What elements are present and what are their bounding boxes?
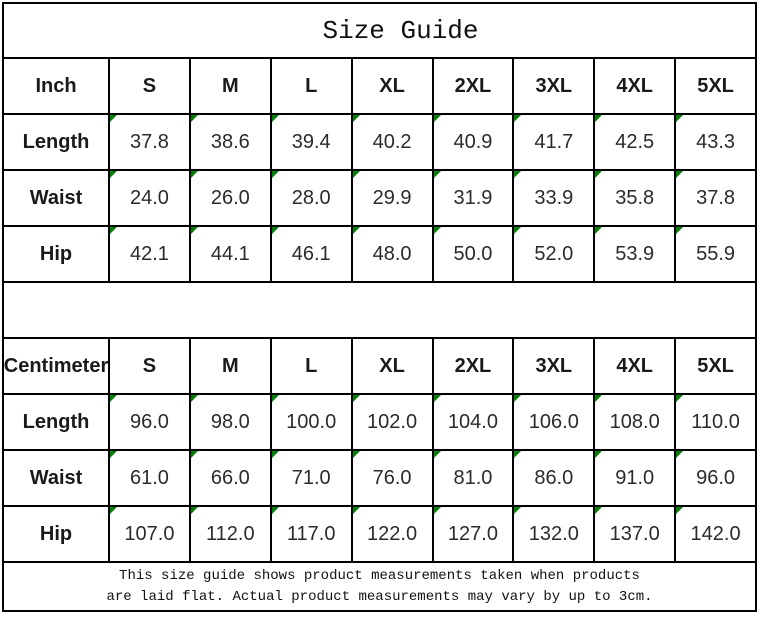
- inch-hip-value: 50.0: [434, 227, 513, 281]
- inch-hip-value: 55.9: [676, 227, 755, 281]
- cm-waist-value: 81.0: [434, 451, 513, 505]
- cm-length-value: 98.0: [191, 395, 270, 449]
- cm-length-value: 102.0: [353, 395, 432, 449]
- cm-hip-value: 137.0: [595, 507, 674, 561]
- footer-note: [4, 563, 755, 610]
- inch-hip-value: 46.1: [272, 227, 351, 281]
- footer-note-line-2: are laid flat. Actual product measurements may vary by up to 3cm.: [106, 588, 653, 605]
- cm-length-value: 104.0: [434, 395, 513, 449]
- inch-waist-value: 33.9: [514, 171, 593, 225]
- cm-size-header-l: L: [272, 339, 351, 393]
- inch-waist-label: Waist: [4, 171, 108, 225]
- cm-size-header-5xl: 5XL: [676, 339, 755, 393]
- cm-size-header-4xl: 4XL: [595, 339, 674, 393]
- inch-size-header-2xl: 2XL: [434, 59, 513, 113]
- inch-waist-value: 29.9: [353, 171, 432, 225]
- footer-note-line-1: This size guide shows product measurements taken when products: [119, 567, 640, 584]
- cm-length-value: 106.0: [514, 395, 593, 449]
- cm-hip-label: Hip: [4, 507, 108, 561]
- cm-hip-value: 112.0: [191, 507, 270, 561]
- cm-waist-label: Waist: [4, 451, 108, 505]
- inch-hip-value: 52.0: [514, 227, 593, 281]
- inch-length-value: 43.3: [676, 115, 755, 169]
- cm-hip-value: 127.0: [434, 507, 513, 561]
- cm-length-value: 100.0: [272, 395, 351, 449]
- inch-size-header-m: M: [191, 59, 270, 113]
- cm-waist-value: 61.0: [110, 451, 189, 505]
- cm-size-header-2xl: 2XL: [434, 339, 513, 393]
- cm-hip-value: 142.0: [676, 507, 755, 561]
- cm-waist-value: 86.0: [514, 451, 593, 505]
- inch-waist-value: 24.0: [110, 171, 189, 225]
- cm-length-value: 108.0: [595, 395, 674, 449]
- inch-size-header-3xl: 3XL: [514, 59, 593, 113]
- inch-size-header-xl: XL: [353, 59, 432, 113]
- inch-hip-value: 48.0: [353, 227, 432, 281]
- inch-length-value: 37.8: [110, 115, 189, 169]
- cm-unit-header: Centimeter: [4, 339, 108, 393]
- inch-waist-value: 35.8: [595, 171, 674, 225]
- inch-length-value: 38.6: [191, 115, 270, 169]
- inch-length-value: 42.5: [595, 115, 674, 169]
- cm-size-header-xl: XL: [353, 339, 432, 393]
- size-guide-table: [2, 2, 757, 612]
- cm-waist-value: 91.0: [595, 451, 674, 505]
- inch-hip-value: 53.9: [595, 227, 674, 281]
- cm-length-value: 96.0: [110, 395, 189, 449]
- cm-size-header-m: M: [191, 339, 270, 393]
- cm-waist-value: 66.0: [191, 451, 270, 505]
- cm-size-header-s: S: [110, 339, 189, 393]
- inch-size-header-5xl: 5XL: [676, 59, 755, 113]
- inch-length-value: 41.7: [514, 115, 593, 169]
- cm-waist-value: 71.0: [272, 451, 351, 505]
- spacer-row: [4, 283, 755, 337]
- cm-hip-value: 122.0: [353, 507, 432, 561]
- inch-waist-value: 28.0: [272, 171, 351, 225]
- inch-unit-header: Inch: [4, 59, 108, 113]
- cm-size-header-3xl: 3XL: [514, 339, 593, 393]
- cm-length-label: Length: [4, 395, 108, 449]
- inch-waist-value: 31.9: [434, 171, 513, 225]
- inch-hip-label: Hip: [4, 227, 108, 281]
- inch-length-label: Length: [4, 115, 108, 169]
- inch-length-value: 40.9: [434, 115, 513, 169]
- cm-waist-value: 96.0: [676, 451, 755, 505]
- inch-size-header-4xl: 4XL: [595, 59, 674, 113]
- cm-hip-value: 107.0: [110, 507, 189, 561]
- inch-size-header-l: L: [272, 59, 351, 113]
- cm-hip-value: 117.0: [272, 507, 351, 561]
- inch-length-value: 39.4: [272, 115, 351, 169]
- inch-hip-value: 44.1: [191, 227, 270, 281]
- inch-waist-value: 26.0: [191, 171, 270, 225]
- inch-size-header-s: S: [110, 59, 189, 113]
- cm-hip-value: 132.0: [514, 507, 593, 561]
- inch-length-value: 40.2: [353, 115, 432, 169]
- page-title: Size Guide: [4, 4, 755, 57]
- inch-hip-value: 42.1: [110, 227, 189, 281]
- cm-waist-value: 76.0: [353, 451, 432, 505]
- inch-waist-value: 37.8: [676, 171, 755, 225]
- cm-length-value: 110.0: [676, 395, 755, 449]
